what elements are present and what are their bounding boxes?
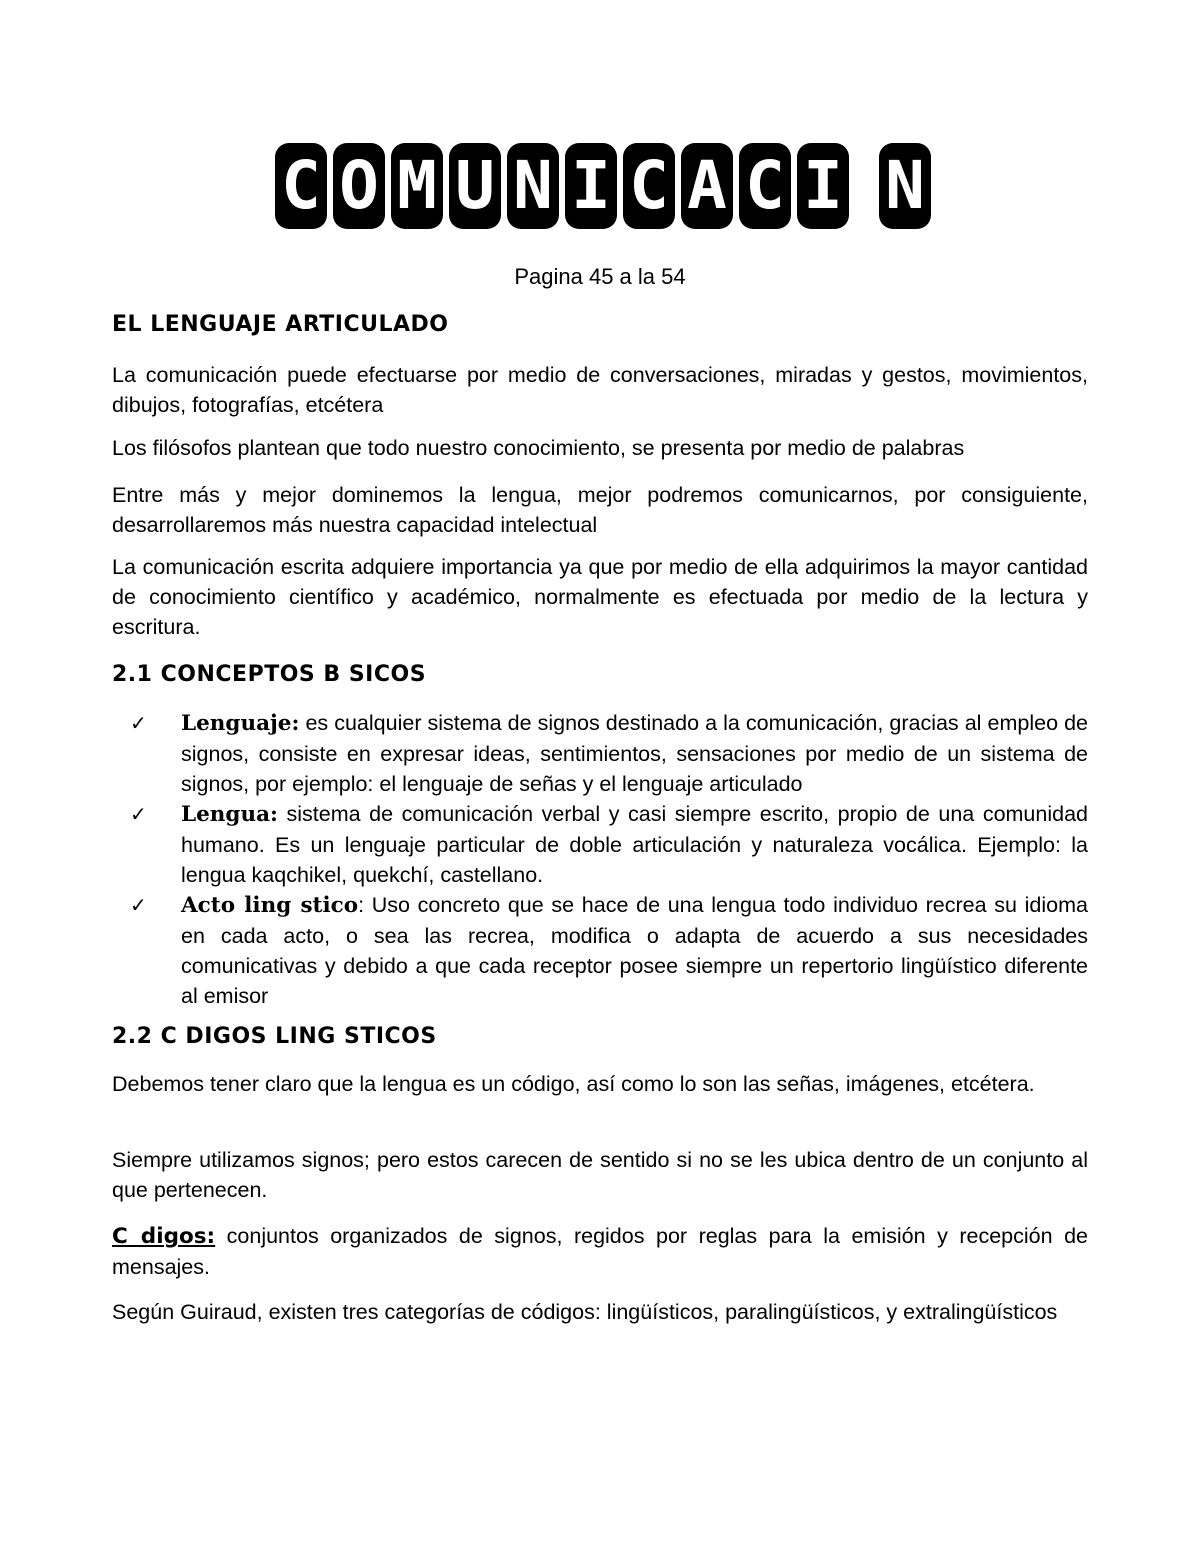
definition-text: sistema de comunicación verbal y casi siempre escrito, propio de una comunidad humano. Es un lenguaje particular de doble articulación y naturaleza vocálica. Ejemplo: la lengua kaqchikel, quekchí, castellano. <box>181 802 1088 887</box>
title-letter-box: N <box>507 143 559 229</box>
paragraph: Siempre utilizamos signos; pero estos carecen de sentido si no se les ubica dentro de un conjunto al que pertenecen. <box>112 1148 1088 1202</box>
paragraph: La comunicación puede efectuarse por medio de conversaciones, miradas y gestos, movimientos, dibujos, fotografías, etcétera <box>112 363 1088 417</box>
title-letter-box: I <box>797 143 849 229</box>
section-heading-conceptos-basicos: 2.1 CONCEPTOS B SICOS <box>112 662 427 687</box>
definition-text: : Uso concreto que se hace de una lengua todo individuo recrea su idioma en cada acto, o sea las recrea, modifica o adapta de acuerdo a sus necesidades comunicativas y debido a que cada receptor posee siempre un repertorio lingüístico diferente al emisor <box>181 893 1088 1008</box>
paragraph: Los filósofos plantean que todo nuestro conocimiento, se presenta por medio de palabras <box>112 436 965 460</box>
section-heading-lenguaje-articulado: EL LENGUAJE ARTICULADO <box>112 312 449 337</box>
definition-text: es cualquier sistema de signos destinado a la comunicación, gracias al empleo de signos, consiste en expresar ideas, sentimientos, sensaciones por medio de un sistema de signos, por ejemplo: el lenguaje de señas y el lenguaje articulado <box>181 711 1088 796</box>
section-heading-codigos-linguisticos: 2.2 C DIGOS LING STICOS <box>112 1024 437 1049</box>
term-acto-linguistico: Acto ling stico <box>181 893 359 918</box>
concepts-list <box>112 708 1088 1011</box>
paragraph: La comunicación escrita adquiere importancia ya que por medio de ella adquirimos la mayor cantidad de conocimiento científico y académico, normalmente es efectuada por medio de la lectura y escritura. <box>112 555 1088 639</box>
paragraph: Entre más y mejor dominemos la lengua, mejor podremos comunicarnos, por consiguiente, desarrollaremos más nuestra capacidad intelectual <box>112 483 1088 537</box>
checkmark-icon: ✓ <box>130 802 147 826</box>
title-letter-box: C <box>623 143 675 229</box>
title-letter-box: N <box>879 143 931 229</box>
term-lenguaje: Lenguaje: <box>181 711 300 736</box>
checkmark-icon: ✓ <box>130 711 147 735</box>
title-letter-box: U <box>449 143 501 229</box>
title-letter-box: O <box>333 143 385 229</box>
title-letter-box: M <box>391 143 443 229</box>
paragraph: Según Guiraud, existen tres categorías de códigos: lingüísticos, paralingüísticos, y extralingüísticos <box>112 1300 1058 1324</box>
list-item <box>112 799 1088 890</box>
page-range-subtitle: Pagina 45 a la 54 <box>514 264 686 289</box>
term-codigos: C digos: <box>112 1224 216 1249</box>
list-item <box>112 890 1088 1011</box>
title-letter-box: A <box>681 143 733 229</box>
checkmark-icon: ✓ <box>130 893 147 917</box>
paragraph: Debemos tener claro que la lengua es un código, así como lo son las señas, imágenes, etcétera. <box>112 1072 1035 1096</box>
title-comunicacion <box>275 143 935 233</box>
term-lengua: Lengua: <box>181 802 278 827</box>
title-letter-box: I <box>565 143 617 229</box>
title-letter-box: C <box>739 143 791 229</box>
definition-text: conjuntos organizados de signos, regidos por reglas para la emisión y recepción de mensajes. <box>112 1224 1088 1279</box>
paragraph-codigos <box>112 1221 1088 1282</box>
list-item <box>112 708 1088 799</box>
title-letter-box: C <box>275 143 327 229</box>
